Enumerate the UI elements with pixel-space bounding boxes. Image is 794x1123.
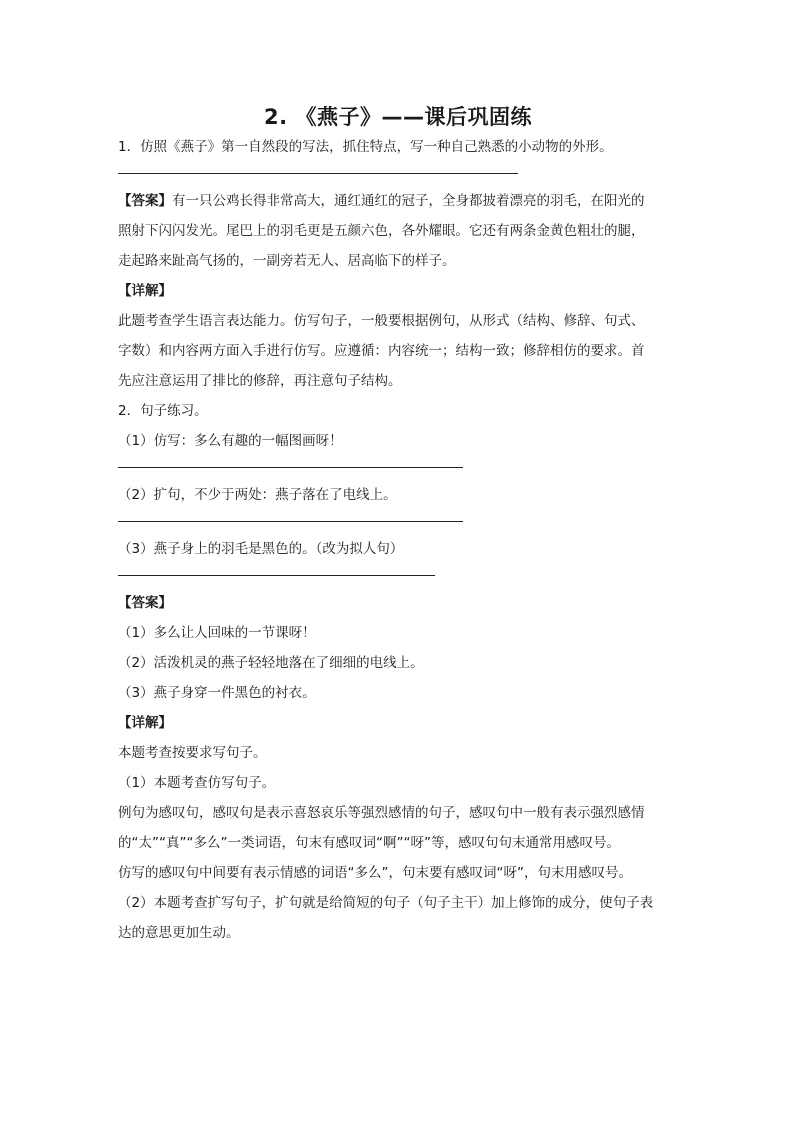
worksheet-page <box>118 100 678 948</box>
detail-tag-1: 【详解】 <box>118 283 172 299</box>
question-2-sub-1: （1）仿写：多么有趣的一幅图画呀！ <box>118 433 343 449</box>
answer-blank-2-2[interactable] <box>118 510 678 534</box>
question-1-prompt: 1．仿照《燕子》第一自然段的写法，抓住特点，写一种自己熟悉的小动物的外形。 <box>118 139 613 155</box>
answer-tag: 【答案】 <box>118 193 172 209</box>
answer-1-line-2: 照射下闪闪发光。尾巴上的羽毛更是五颜六色，各外耀眼。它还有两条金黄色粗壮的腿， <box>118 223 645 239</box>
detail-1-line-2: 字数）和内容两方面入手进行仿写。应遵循：内容统一；结构一致；修辞相仿的要求。首 <box>118 343 645 359</box>
answer-1-line-3: 走起路来趾高气扬的，一副旁若无人、居高临下的样子。 <box>118 253 456 269</box>
detail-2-line-2: （1）本题考查仿写句子。 <box>118 775 276 791</box>
answer-2-1: （1）多么让人回味的一节课呀！ <box>118 625 316 641</box>
answer-blank-2-1[interactable] <box>118 456 678 480</box>
detail-2-line-1: 本题考查按要求写句子。 <box>118 745 267 761</box>
question-2-sub-3: （3）燕子身上的羽毛是黑色的。（改为拟人句） <box>118 541 404 557</box>
detail-2-line-3: 例句为感叹句，感叹句是表示喜怒哀乐等强烈感情的句子，感叹句中一般有表示强烈感情 <box>118 805 645 821</box>
detail-2-line-7: 达的意思更加生动。 <box>118 925 240 941</box>
detail-2-line-4: 的“太”“真”“多么”一类词语，句末有感叹词“啊”“呀”等，感叹句句末通常用感叹号。 <box>118 835 620 851</box>
detail-1-line-1: 此题考查学生语言表达能力。仿写句子，一般要根据例句，从形式（结构、修辞、句式、 <box>118 313 645 329</box>
question-2-prompt: 2．句子练习。 <box>118 403 208 419</box>
answer-blank-2-3[interactable] <box>118 564 678 588</box>
question-2-sub-2: （2）扩句，不少于两处：燕子落在了电线上。 <box>118 487 397 503</box>
answer-1-line-1: 【答案】有一只公鸡长得非常高大，通红通红的冠子，全身都披着漂亮的羽毛，在阳光的 <box>118 193 645 209</box>
answer-2-3: （3）燕子身穿一件黑色的衬衣。 <box>118 685 316 701</box>
answer-blank-1[interactable] <box>118 162 678 186</box>
detail-tag-2: 【详解】 <box>118 715 172 731</box>
detail-1-line-3: 先应注意运用了排比的修辞，再注意句子结构。 <box>118 373 402 389</box>
answer-tag-2: 【答案】 <box>118 595 172 611</box>
page-title: 2. 《燕子》——课后巩固练 <box>264 105 532 129</box>
detail-2-line-6: （2）本题考查扩写句子，扩句就是给简短的句子（句子主干）加上修饰的成分，使句子表 <box>118 895 654 911</box>
answer-2-2: （2）活泼机灵的燕子轻轻地落在了细细的电线上。 <box>118 655 424 671</box>
detail-2-line-5: 仿写的感叹句中间要有表示情感的词语“多么”，句末要有感叹词“呀”，句末用感叹号。 <box>118 865 632 881</box>
